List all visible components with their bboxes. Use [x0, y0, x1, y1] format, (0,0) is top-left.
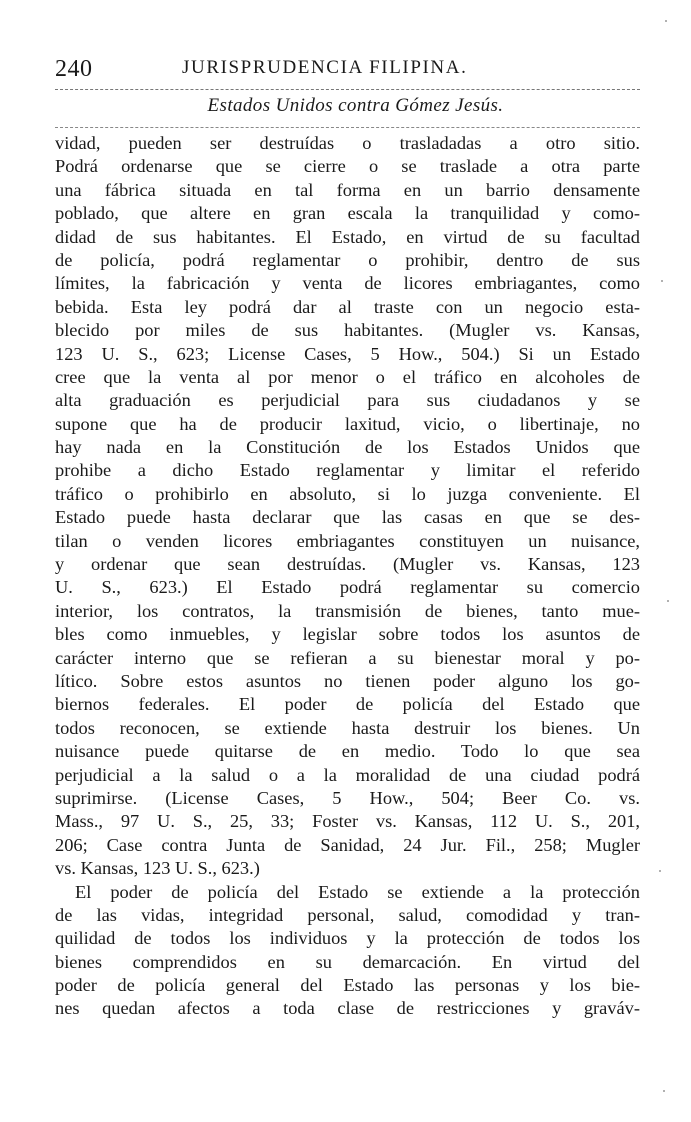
text-line: 206; Case contra Junta de Sanidad, 24 Jur. Fil., 258; Mugler	[55, 834, 640, 855]
text-line: didad de sus habitantes. El Estado, en virtud de su facultad	[55, 226, 640, 247]
text-line: El poder de policía del Estado se extiende a la protección	[75, 881, 640, 902]
page-number: 240	[55, 56, 93, 82]
case-title-divider	[55, 127, 640, 128]
header-divider	[55, 89, 640, 90]
scan-speck	[659, 870, 661, 872]
text-line: carácter interno que se refieran a su bienestar moral y po-	[55, 647, 640, 668]
scan-margin-specks	[657, 0, 677, 1122]
text-line: supone que ha de producir laxitud, vicio, o libertinaje, no	[55, 413, 640, 434]
text-line: una fábrica situada en tal forma en un barrio densamente	[55, 179, 640, 200]
text-line: nuisance puede quitarse de en medio. Todo lo que sea	[55, 741, 640, 762]
text-line: cree que la venta al por menor o el tráfico en alcoholes de	[55, 366, 640, 387]
text-line: bebida. Esta ley podrá dar al traste con un negocio esta-	[55, 296, 640, 317]
text-line: perjudicial a la salud o a la moralidad de una ciudad podrá	[55, 764, 640, 785]
text-line: tilan o venden licores embriagantes constituyen un nuisance,	[55, 530, 640, 551]
text-line: lítico. Sobre estos asuntos no tienen poder alguno los go-	[55, 670, 640, 691]
text-line: bles como inmuebles, y legislar sobre todos los asuntos de	[55, 624, 640, 645]
body-text	[55, 132, 640, 1021]
text-line: biernos federales. El poder de policía del Estado que	[55, 694, 640, 715]
running-title: JURISPRUDENCIA FILIPINA.	[182, 57, 468, 78]
text-line: poblado, que altere en gran escala la tranquilidad y como-	[55, 203, 640, 224]
text-line: U. S., 623.) El Estado podrá reglamentar su comercio	[55, 577, 640, 598]
text-line: tráfico o prohibirlo en absoluto, si lo juzga conveniente. El	[55, 483, 640, 504]
text-line: suprimirse. (License Cases, 5 How., 504; Beer Co. vs.	[55, 787, 640, 808]
text-line: todos reconocen, se extiende hasta destruir los bienes. Un	[55, 717, 640, 738]
text-line: Mass., 97 U. S., 25, 33; Foster vs. Kansas, 112 U. S., 201,	[55, 811, 640, 832]
text-line: de las vidas, integridad personal, salud, comodidad y tran-	[55, 904, 640, 925]
text-line: vs. Kansas, 123 U. S., 623.)	[55, 858, 260, 879]
text-line: límites, la fabricación y venta de licores embriagantes, como	[55, 273, 640, 294]
text-line: nes quedan afectos a toda clase de restricciones y graváv-	[55, 998, 640, 1019]
text-line: prohibe a dicho Estado reglamentar y limitar el referido	[55, 460, 640, 481]
text-line: Estado puede hasta declarar que las casas en que se des-	[55, 507, 640, 528]
text-line: blecido por miles de sus habitantes. (Mugler vs. Kansas,	[55, 320, 640, 341]
text-line: de policía, podrá reglamentar o prohibir, dentro de sus	[55, 249, 640, 270]
scan-speck	[665, 20, 667, 22]
text-line: vidad, pueden ser destruídas o trasladadas a otro sitio.	[55, 133, 640, 153]
text-line: hay nada en la Constitución de los Estados Unidos que	[55, 437, 640, 458]
text-line: 123 U. S., 623; License Cases, 5 How., 504.) Si un Estado	[55, 343, 640, 364]
text-line: Podrá ordenarse que se cierre o se traslade a otra parte	[55, 156, 640, 177]
scan-speck	[661, 280, 663, 282]
scan-speck	[663, 1090, 665, 1092]
scan-speck	[667, 600, 669, 602]
text-line: interior, los contratos, la transmisión de bienes, tanto mue-	[55, 600, 640, 621]
case-title: Estados Unidos contra Gómez Jesús.	[207, 95, 504, 116]
text-line: bienes comprendidos en su demarcación. En virtud del	[55, 951, 640, 972]
text-line: alta graduación es perjudicial para sus ciudadanos y se	[55, 390, 640, 411]
text-line: quilidad de todos los individuos y la protección de todos los	[55, 928, 640, 949]
text-line: y ordenar que sean destruídas. (Mugler vs. Kansas, 123	[55, 554, 640, 575]
text-line: poder de policía general del Estado las personas y los bie-	[55, 975, 640, 996]
page-header	[55, 52, 640, 86]
